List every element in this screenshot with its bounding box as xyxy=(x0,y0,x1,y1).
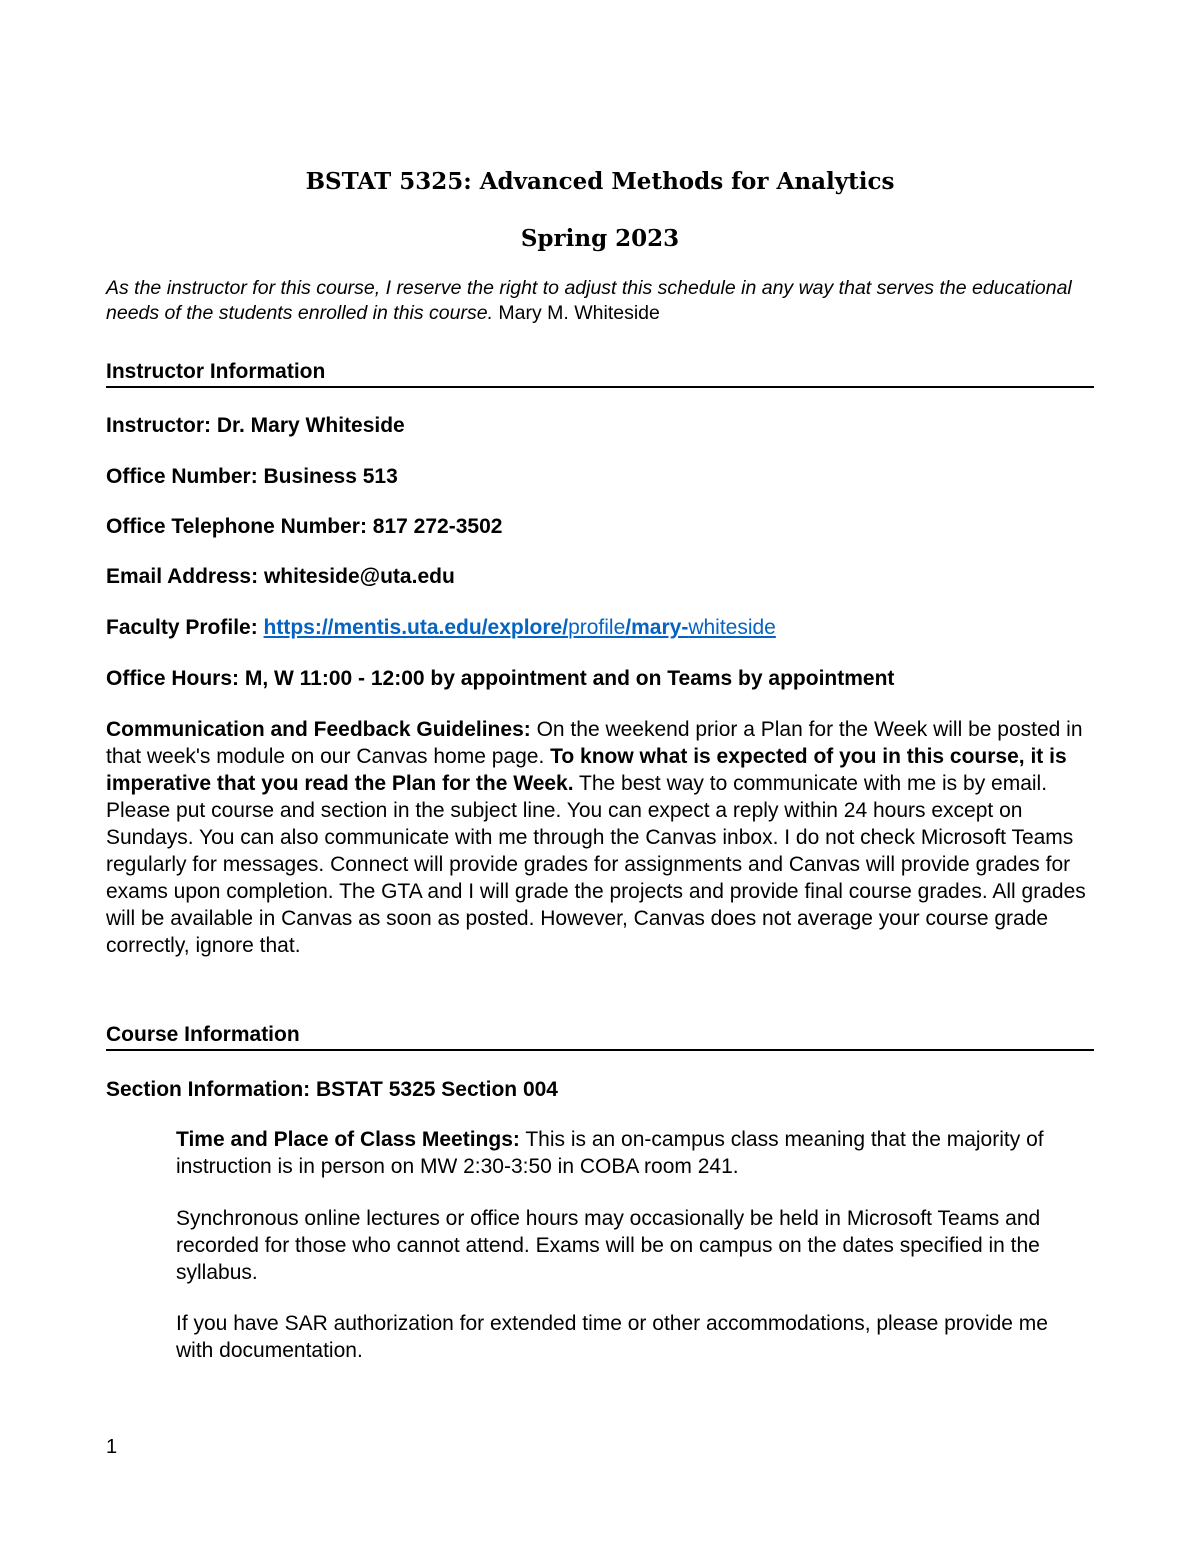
faculty-profile-link-part: /mary- xyxy=(625,616,689,639)
email-address: Email Address: whiteside@uta.edu xyxy=(106,565,455,588)
instructor-information-heading: Instructor Information xyxy=(106,360,1094,388)
office-telephone: Office Telephone Number: 817 272-3502 xyxy=(106,515,503,538)
class-meetings-paragraph xyxy=(176,1126,1056,1180)
communication-label: Communication and Feedback Guidelines: xyxy=(106,718,531,741)
communication-guidelines xyxy=(106,716,1096,959)
office-hours: Office Hours: M, W 11:00 - 12:00 by appointment and on Teams by appointment xyxy=(106,667,895,690)
synchronous-lectures-paragraph: Synchronous online lectures or office hours may occasionally be held in Microsoft Teams and recorded for those who cannot attend. Exams will be on campus on the dates specified in the syllabus. xyxy=(176,1207,1041,1284)
course-information-heading: Course Information xyxy=(106,1023,1094,1051)
document-term: Spring 2023 xyxy=(520,225,680,252)
disclaimer-paragraph xyxy=(106,276,1096,326)
sar-authorization-paragraph: If you have SAR authorization for extended time or other accommodations, please provide me with documentation. xyxy=(176,1312,1048,1362)
faculty-profile-link-part: https://mentis.uta.edu/explore/ xyxy=(263,616,569,639)
communication-bold-text: To know what is expected of you in this course, it is imperative that you read the Plan for the Week. xyxy=(106,745,1067,795)
faculty-profile-link[interactable] xyxy=(264,616,776,639)
instructor-name: Instructor: Dr. Mary Whiteside xyxy=(106,414,405,437)
class-meetings-text: This is an on-campus class meaning that the majority of instruction is in person on MW 2:30-3:50 in COBA room 241. xyxy=(176,1128,1044,1178)
faculty-profile-line xyxy=(106,616,1096,640)
class-meetings-label: Time and Place of Class Meetings: xyxy=(176,1128,520,1151)
page-number: 1 xyxy=(106,1436,118,1458)
disclaimer-italic-text: As the instructor for this course, I reserve the right to adjust this schedule in any way that serves the educational needs of the students enrolled in this course. xyxy=(106,277,1072,324)
disclaimer-signature: Mary M. Whiteside xyxy=(493,302,660,324)
document-title: BSTAT 5325: Advanced Methods for Analytics xyxy=(305,168,895,195)
office-number: Office Number: Business 513 xyxy=(106,465,398,488)
faculty-profile-link-part: profile xyxy=(568,616,626,639)
communication-text-1: On the weekend prior a Plan for the Week will be posted in that week's module on our Canvas home page. xyxy=(106,718,1083,768)
faculty-profile-link-part: whiteside xyxy=(688,616,776,639)
communication-text-2: The best way to communicate with me is by email. Please put course and section in the subject line. You can expect a reply within 24 hours except on Sundays. You can also communicate with me through the Canvas inbox. I do not check Microsoft Teams regularly for messages. Connect will provide grades for assignments and Canvas will provide grades for exams upon completion. The GTA and I will grade the projects and provide final course grades. All grades will be available in Canvas as soon as posted. However, Canvas does not average your course grade correctly, ignore that. xyxy=(106,772,1086,957)
section-information: Section Information: BSTAT 5325 Section 004 xyxy=(106,1078,558,1101)
faculty-profile-label: Faculty Profile: xyxy=(106,616,264,639)
